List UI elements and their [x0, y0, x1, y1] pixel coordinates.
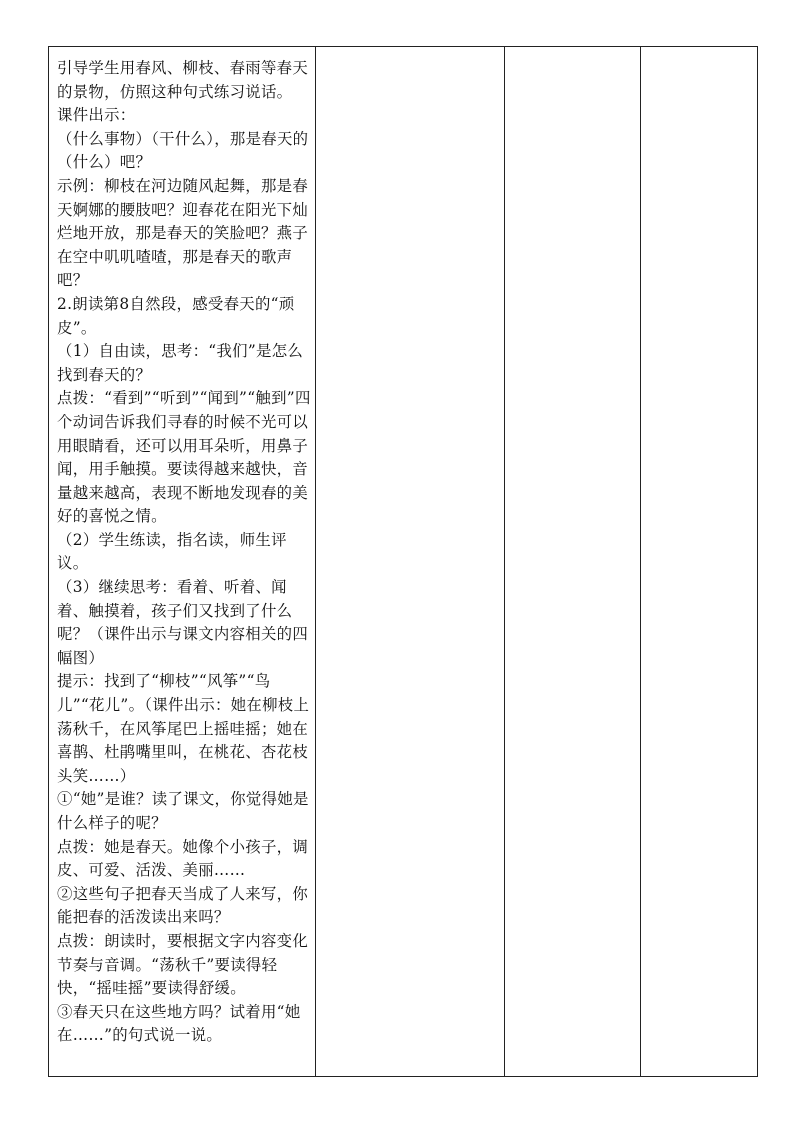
empty-cell-student-activity [316, 47, 505, 1077]
empty-cell-design-intent [505, 47, 641, 1077]
paragraph: （什么事物）（干什么），那是春天的（什么）吧？ [57, 129, 309, 172]
paragraph: 课件出示： [57, 106, 136, 125]
paragraph: 点拨：朗读时，要根据文字内容变化节奏与音调。“荡秋千”要读得轻快，“摇哇摇”要读得舒缓。 [57, 931, 309, 998]
paragraph: ①“她”是谁？读了课文，你觉得她是什么样子的呢？ [57, 790, 309, 832]
paragraph: 2.朗读第8自然段，感受春天的“顽皮”。 [57, 294, 295, 337]
paragraph: （2）学生练读，指名读，师生评议。 [57, 530, 287, 573]
paragraph: 提示：找到了“柳枝”“风筝”“鸟儿”“花儿”。（课件出示：她在柳枝上荡秋千，在风筝尾巴上摇哇摇；她在喜鹊、杜鹃嘴里叫，在桃花、杏花枝头笑……） [57, 672, 310, 785]
paragraph: 引导学生用春风、柳枝、春雨等春天的景物，仿照这种句式练习说话。 [57, 59, 309, 101]
empty-cell-notes [641, 47, 758, 1077]
paragraph: ②这些句子把春天当成了人来写，你能把春的活泼读出来吗？ [57, 884, 309, 927]
paragraph: 点拨：她是春天。她像个小孩子，调皮、可爱、活泼、美丽…… [57, 837, 309, 880]
paragraph: 示例：柳枝在河边随风起舞，那是春天婀娜的腰肢吧？迎春花在阳光下灿烂地开放，那是春天的笑脸吧？燕子在空中叽叽喳喳，那是春天的歌声吧？ [57, 176, 309, 290]
paragraph: ③春天只在这些地方吗？试着用“她在……”的句式说一说。 [57, 1002, 301, 1045]
teaching-process-cell [49, 47, 316, 1077]
paragraph: （3）继续思考：看着、听着、闻着、触摸着，孩子们又找到了什么呢？（课件出示与课文内容相关的四幅图） [57, 578, 309, 667]
lesson-plan-table [48, 46, 758, 1077]
teaching-process-text [49, 47, 315, 1048]
paragraph: 点拨：“看到”“听到”“闻到”“触到”四个动词告诉我们寻春的时候不光可以用眼睛看，还可以用耳朵听，用鼻子闻，用手触摸。要读得越来越快，音量越来越高，表现不断地发现春的美好的喜悦之情。 [57, 389, 311, 526]
paragraph: （1）自由读，思考：“我们”是怎么找到春天的？ [57, 342, 304, 384]
table-row [49, 47, 758, 1077]
